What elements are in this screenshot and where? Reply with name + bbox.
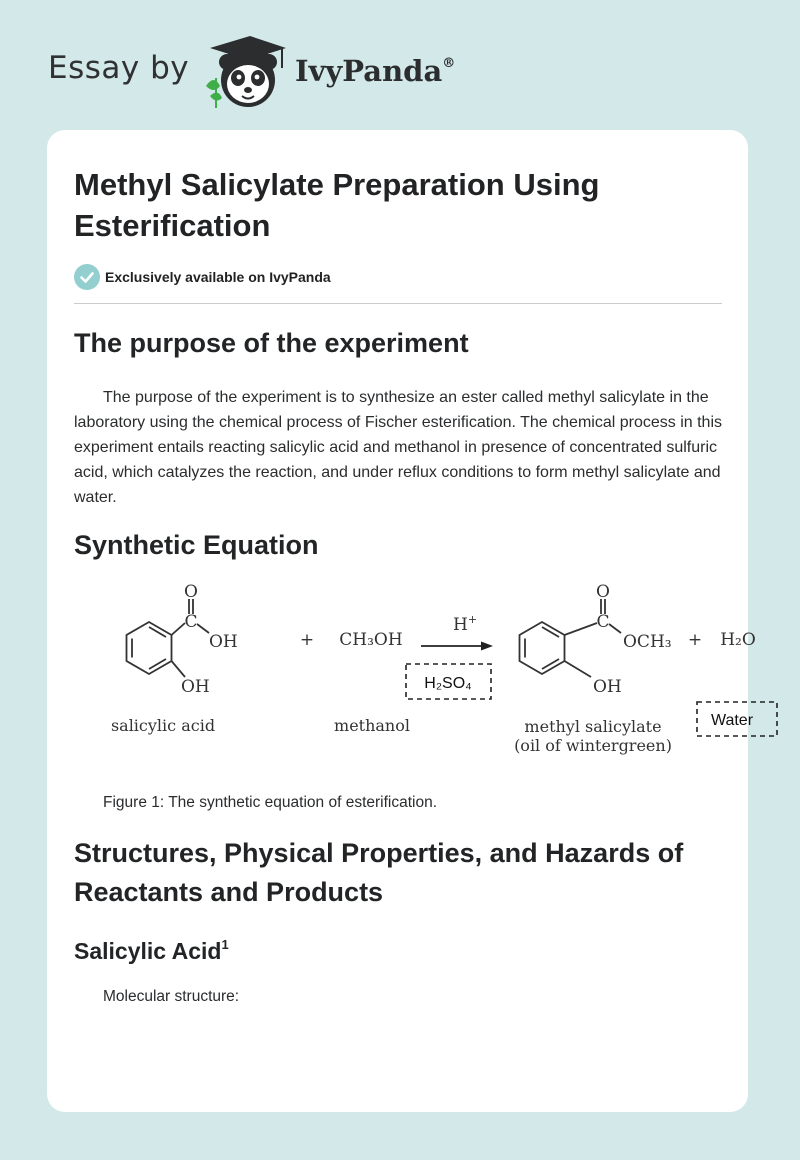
water-formula: H₂O [720,630,756,650]
panda-logo-icon[interactable] [202,34,286,110]
catalyst-h: H [453,615,468,635]
brand-name-text: IvyPanda [295,54,443,88]
divider [74,303,722,304]
brand-essay-by: Essay by [48,50,190,86]
salicylic-carboxyl-c: C [184,612,198,632]
product-ester-c: C [596,612,610,632]
methyl-salicylate-structure [520,599,622,677]
oil-of-wintergreen-label: (oil of wintergreen) [514,736,672,755]
methanol-label: methanol [334,716,410,735]
catalyst-box-text: H₂SO₄ [424,675,472,692]
check-circle-icon [74,264,100,290]
article-title: Methyl Salicylate Preparation Using Esterification [74,167,600,243]
article-card [47,130,756,1112]
methyl-salicylate-label: methyl salicylate [524,717,662,736]
salicylic-carbonyl-o: O [184,582,198,602]
brand-name[interactable] [295,54,455,88]
badge-text: Exclusively available on IvyPanda [105,269,331,285]
catalyst-plus: + [467,613,478,626]
section-heading-structures: Structures, Physical Properties, and Hazards of Reactants and Products [74,838,684,907]
subsection-heading-salicylic-acid [74,937,229,965]
plus-sign-1: + [299,630,315,650]
salicylic-acid-structure [127,599,210,677]
registered-mark: ® [442,56,456,71]
product-phenol-oh: OH [593,677,622,697]
salicylic-acid-label: salicylic acid [110,716,216,735]
site-header [48,34,508,114]
figure-caption: Figure 1: The synthetic equation of esterification. [103,794,438,811]
product-carbonyl-o: O [596,582,610,602]
purpose-paragraph: The purpose of the experiment is to synthesize an ester called methyl salicylate in the laboratory using the chemical process of Fischer esterification. The chemical process in this experiment entails reacting salicylic acid and methanol in presence of concentrated sulfuric acid, which catalyzes the reaction, and under reflux conditions to form methyl salicylate and water. [74,389,722,506]
catalyst-h-plus [453,613,477,635]
molecular-structure-label: Molecular structure: [103,988,240,1005]
methanol-formula: CH₃OH [339,630,403,650]
synthetic-equation-figure [101,582,756,767]
product-och3: OCH₃ [623,632,672,652]
water-box-text: Water [710,712,754,729]
footnote-ref[interactable]: 1 [221,937,229,952]
section-heading-purpose: The purpose of the experiment [74,328,469,358]
salicylic-carboxyl-oh: OH [209,632,238,652]
plus-sign-2: + [687,630,703,650]
exclusive-badge [74,264,331,290]
salicylic-phenol-oh: OH [181,677,210,697]
reaction-arrowhead [481,642,493,651]
section-heading-synthetic-equation: Synthetic Equation [74,530,319,560]
subsection-heading-text: Salicylic Acid [74,938,222,964]
